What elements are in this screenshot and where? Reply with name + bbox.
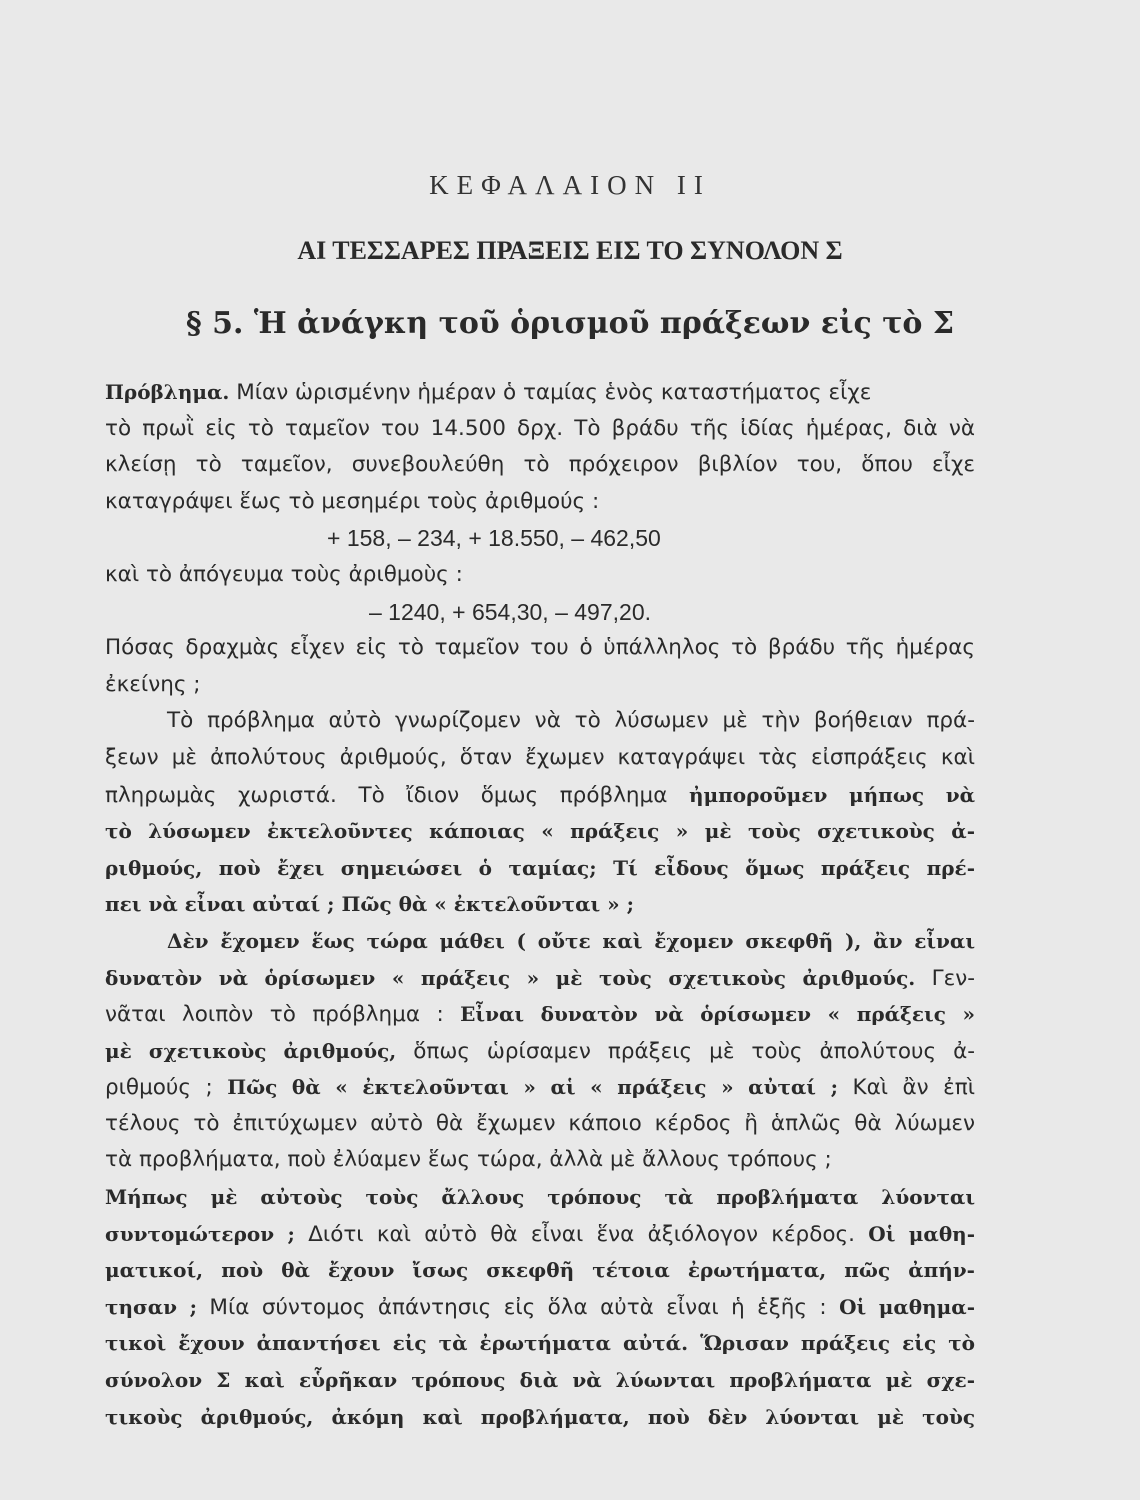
bold-run: μὲ σχετικοὺς ἀριθμούς, xyxy=(105,1038,397,1063)
bold-run: Δὲν ἔχομεν ἕως τώρα μάθει ( οὔτε καὶ ἔχομεν σκεφθῆ ), ἂν εἶναι xyxy=(167,928,975,953)
text-run: – 1240, + 654,30, – 497,20. xyxy=(369,598,651,625)
text-run: + 158, – 234, + 18.550, – 462,50 xyxy=(327,525,661,552)
text-line xyxy=(105,667,975,704)
text-line xyxy=(105,740,975,777)
text-run: Διότι καὶ αὐτὸ θὰ εἶναι ἕνα ἀξιόλογον κέρδος. xyxy=(294,1221,869,1247)
bold-run: Πῶς θὰ « ἐκτελοῦνται » αἱ « πράξεις » αὐταί ; xyxy=(227,1075,838,1100)
text-line xyxy=(105,813,975,850)
text-line xyxy=(105,630,975,667)
bold-run: τικοὺς ἀριθμούς, ἀκόμη καὶ προβλήματα, ποὺ δὲν λύονται μὲ τοὺς xyxy=(105,1404,975,1429)
chapter-heading: ΚΕΦΑΛΑΙΟΝ ΙΙ xyxy=(429,170,711,200)
text-run: τὰ προβλήματα, ποὺ ἐλύαμεν ἕως τώρα, ἀλλὰ μὲ ἄλλους τρόπους ; xyxy=(105,1147,832,1173)
text-run: Τὸ πρόβλημα αὐτὸ γνωρίζομεν νὰ τὸ λύσωμεν μὲ τὴν βοήθειαν πρά- xyxy=(167,708,975,734)
text-run: Μίαν ὡρισμένην ἡμέραν ὁ ταμίας ἑνὸς καταστήματος εἶχε xyxy=(229,380,872,405)
text-line xyxy=(105,850,975,887)
text-run: Καὶ ἂν ἐπὶ xyxy=(837,1075,976,1101)
chapter-title: ΑΙ ΤΕΣΣΑΡΕΣ ΠΡΑΞΕΙΣ ΕΙΣ ΤΟ ΣΥΝΟΛΟΝ Σ xyxy=(297,236,843,265)
text-run: καὶ τὸ ἀπόγευμα τοὺς ἀριθμοὺς : xyxy=(105,561,463,587)
text-run: Πόσας δραχμὰς εἶχεν εἰς τὸ ταμεῖον του ὁ ὑπάλληλος τὸ βράδυ τῆς ἡμέρας xyxy=(105,635,975,661)
bold-run: συντομώτερον ; xyxy=(105,1221,295,1246)
bold-run: σύνολον Σ καὶ εὗρῆκαν τρόπους διὰ νὰ λύωνται προβλήματα μὲ σχε- xyxy=(105,1368,975,1393)
bold-run: Μήπως μὲ αὐτοὺς τοὺς ἄλλους τρόπους τὰ προβλήματα λύονται xyxy=(105,1185,975,1210)
text-line xyxy=(105,1033,975,1070)
text-run: ριθμούς ; xyxy=(105,1075,228,1101)
bold-run: τησαν ; xyxy=(105,1294,197,1319)
bold-run: Οἱ μαθημα- xyxy=(839,1294,975,1319)
text-run: ὅπως ὡρίσαμεν πράξεις μὲ τοὺς ἀπολύτους ἀ- xyxy=(396,1038,975,1064)
text-line xyxy=(105,484,975,521)
bold-run: δυνατὸν νὰ ὁρίσωμεν « πράξεις » μὲ τοὺς σχετικοὺς ἀριθμούς. xyxy=(105,965,916,990)
number-list xyxy=(105,594,975,631)
bold-run: ματικοί, ποὺ θὰ ἔχουν ἴσως σκεφθῆ τέτοια ἐρωτήματα, πῶς ἀπήν- xyxy=(105,1258,975,1283)
text-line xyxy=(105,1289,975,1326)
text-line xyxy=(105,886,975,923)
bold-run: τικοὶ ἔχουν ἀπαντήσει εἰς τὰ ἐρωτήματα αὐτά. Ὥρισαν πράξεις εἰς τὸ xyxy=(105,1331,975,1356)
text-run: τὸ πρωῒ εἰς τὸ ταμεῖον του 14.500 δρχ. Τὸ βράδυ τῆς ἰδίας ἡμέρας, διὰ νὰ xyxy=(105,415,975,441)
text-line xyxy=(105,374,975,411)
text-line xyxy=(105,1362,975,1399)
text-line xyxy=(105,1252,975,1289)
bold-run: πει νὰ εἶναι αὐταί ; Πῶς θὰ « ἐκτελοῦνται » ; xyxy=(105,892,634,917)
text-line xyxy=(105,996,975,1033)
bold-run: ἠμποροῦμεν μήπως νὰ xyxy=(688,782,975,807)
text-line xyxy=(105,1399,975,1436)
text-line xyxy=(105,1106,975,1143)
text-run: καταγράψει ἕως τὸ μεσημέρι τοὺς ἀριθμούς : xyxy=(105,488,600,514)
bold-run: Εἶναι δυνατὸν νὰ ὁρίσωμεν « πράξεις » xyxy=(460,1002,975,1027)
body-text xyxy=(105,374,975,1435)
text-line xyxy=(105,703,975,740)
text-line xyxy=(105,557,975,594)
text-line xyxy=(105,1216,975,1253)
text-line xyxy=(105,923,975,960)
text-line xyxy=(105,1179,975,1216)
bold-run: τὸ λύσωμεν ἐκτελοῦντες κάποιας « πράξεις » μὲ τοὺς σχετικοὺς ἀ- xyxy=(105,819,975,844)
bold-run: Οἱ μαθη- xyxy=(868,1221,975,1246)
text-line xyxy=(105,1069,975,1106)
text-run: ξεων μὲ ἀπολύτους ἀριθμούς, ὅταν ἔχωμεν καταγράψει τὰς εἰσπράξεις καὶ xyxy=(105,744,975,770)
text-line xyxy=(105,1142,975,1179)
section-heading: § 5. Ἡ ἀνάγκη τοῦ ὁρισμοῦ πράξεων εἰς τὸ Σ xyxy=(185,306,955,341)
text-run: Γεν- xyxy=(915,965,976,991)
text-run: ἐκείνης ; xyxy=(105,671,201,697)
number-list xyxy=(105,520,975,557)
text-run: νᾶται λοιπὸν τὸ πρόβλημα : xyxy=(105,1002,461,1028)
text-run: Μία σύντομος ἀπάντησις εἰς ὅλα αὐτὰ εἶναι ἡ ἑξῆς : xyxy=(196,1294,840,1320)
text-line xyxy=(105,777,975,814)
text-line xyxy=(105,960,975,997)
bold-run: ριθμούς, ποὺ ἔχει σημειώσει ὁ ταμίας; Τί εἶδους ὅμως πράξεις πρέ- xyxy=(105,855,975,880)
text-run: πληρωμὰς χωριστά. Τὸ ἴδιον ὅμως πρόβλημα xyxy=(105,782,689,808)
text-run: κλείσῃ τὸ ταμεῖον, συνεβουλεύθη τὸ πρόχειρον βιβλίον του, ὅπου εἶχε xyxy=(105,452,975,478)
text-line xyxy=(105,1325,975,1362)
bold-run: Πρόβλημα. xyxy=(105,380,230,404)
text-line xyxy=(105,447,975,484)
text-line xyxy=(105,411,975,448)
text-run: τέλους τὸ ἐπιτύχωμεν αὐτὸ θὰ ἔχωμεν κάποιο κέρδος ἢ ἁπλῶς θὰ λύωμεν xyxy=(105,1110,975,1136)
